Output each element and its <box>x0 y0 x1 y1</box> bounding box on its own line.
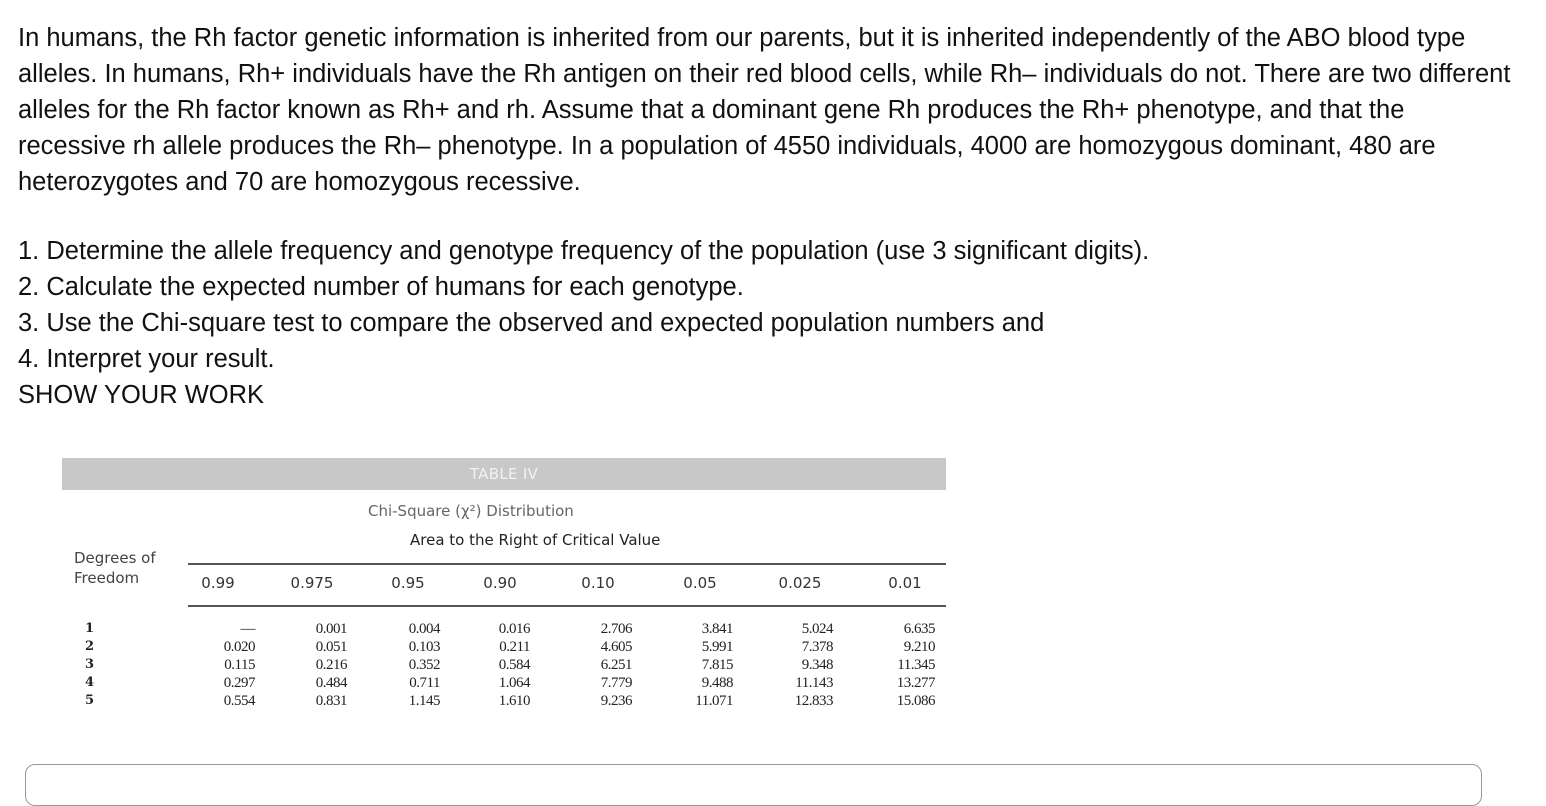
table-cell: 4.605 <box>600 639 632 655</box>
value-column <box>897 620 935 710</box>
table-cell: 11.143 <box>795 675 833 691</box>
table-cell: 7.815 <box>701 657 733 673</box>
table-cell: 9.236 <box>600 693 632 709</box>
table-cell: 13.277 <box>896 675 935 691</box>
question-paragraph: In humans, the Rh factor genetic information is inherited from our parents, but it is inherited independently of the ABO blood type alleles. In humans, Rh+ individuals have the Rh antigen on their red blood cells, while Rh– individuals do not. There are two different alleles for the Rh factor known as Rh+ and rh. Assume that a dominant gene Rh produces the Rh+ phenotype, and that the recessive rh allele produces the Rh– phenotype. In a population of 4550 individuals, 4000 are homozygous dominant, 480 are heterozygotes and 70 are homozygous recessive. <box>18 24 1511 196</box>
value-column <box>499 620 530 710</box>
table-cell: 0.001 <box>315 621 347 637</box>
table-cell: 1.145 <box>408 693 440 709</box>
table-cell: 7.779 <box>600 675 632 691</box>
table-cell: 0.584 <box>498 657 530 673</box>
table-cell: 0.831 <box>315 693 347 709</box>
task-2: 2. Calculate the expected number of humans for each genotype. <box>18 273 744 301</box>
table-cell: 2.706 <box>600 621 632 637</box>
value-column <box>601 620 632 710</box>
value-column <box>316 620 347 710</box>
dof-column <box>85 620 94 710</box>
value-column <box>224 620 255 710</box>
table-cell: 3.841 <box>701 621 733 637</box>
table-label: TABLE IV <box>62 458 946 490</box>
table-cell: 7.378 <box>801 639 833 655</box>
task-3: 3. Use the Chi-square test to compare the observed and expected population numbers and <box>18 309 1045 337</box>
question-text <box>18 20 1518 413</box>
column-header: 0.05 <box>683 574 717 592</box>
table-cell: 0.211 <box>499 639 530 655</box>
table-cell: 1.610 <box>498 693 530 709</box>
dof-label-2: Freedom <box>74 569 140 587</box>
table-cell: 11.071 <box>695 693 733 709</box>
value-column <box>409 620 440 710</box>
table-cell: 0.554 <box>223 693 255 709</box>
table-cell: 6.635 <box>903 621 935 637</box>
table-cell: 9.488 <box>701 675 733 691</box>
table-cell: 0.352 <box>408 657 440 673</box>
chi-square-table <box>62 458 946 733</box>
table-subtitle: Area to the Right of Critical Value <box>410 531 661 549</box>
dof-value: 4 <box>85 675 95 690</box>
column-header: 0.99 <box>201 574 235 592</box>
table-cell: 0.103 <box>408 639 440 655</box>
value-column <box>695 620 733 710</box>
dof-value: 1 <box>85 621 95 636</box>
table-cell: 0.004 <box>408 621 440 637</box>
table-cell: 11.345 <box>897 657 935 673</box>
table-cell: — <box>240 621 255 637</box>
dof-value: 5 <box>85 693 95 708</box>
column-header: 0.10 <box>581 574 615 592</box>
table-cell: 0.051 <box>315 639 347 655</box>
divider <box>188 563 946 565</box>
table-cell: 0.216 <box>315 657 347 673</box>
dof-value: 2 <box>85 639 95 654</box>
table-cell: 0.115 <box>224 657 255 673</box>
task-1: 1. Determine the allele frequency and genotype frequency of the population (use 3 significant digits). <box>18 237 1150 265</box>
dof-header <box>74 548 156 588</box>
column-header: 0.975 <box>290 574 334 592</box>
table-cell: 0.016 <box>498 621 530 637</box>
task-4: 4. Interpret your result. <box>18 345 275 373</box>
table-cell: 6.251 <box>600 657 632 673</box>
table-cell: 0.020 <box>223 639 255 655</box>
table-cell: 0.711 <box>409 675 440 691</box>
column-header: 0.90 <box>483 574 517 592</box>
dof-value: 3 <box>85 657 95 672</box>
column-header: 0.025 <box>778 574 822 592</box>
table-title: Chi-Square (χ²) Distribution <box>368 502 574 520</box>
table-cell: 5.024 <box>801 621 833 637</box>
table-cell: 0.297 <box>223 675 255 691</box>
table-cell: 15.086 <box>896 693 935 709</box>
column-header: 0.01 <box>888 574 922 592</box>
dof-label-1: Degrees of <box>74 549 156 567</box>
table-cell: 5.991 <box>701 639 733 655</box>
column-header: 0.95 <box>391 574 425 592</box>
table-cell: 9.210 <box>903 639 935 655</box>
table-cell: 1.064 <box>498 675 530 691</box>
table-cell: 9.348 <box>801 657 833 673</box>
divider <box>188 605 946 607</box>
show-work-instruction: SHOW YOUR WORK <box>18 381 265 409</box>
answer-box[interactable] <box>25 764 1482 806</box>
table-cell: 12.833 <box>794 693 833 709</box>
table-cell: 0.484 <box>315 675 347 691</box>
value-column <box>795 620 833 710</box>
